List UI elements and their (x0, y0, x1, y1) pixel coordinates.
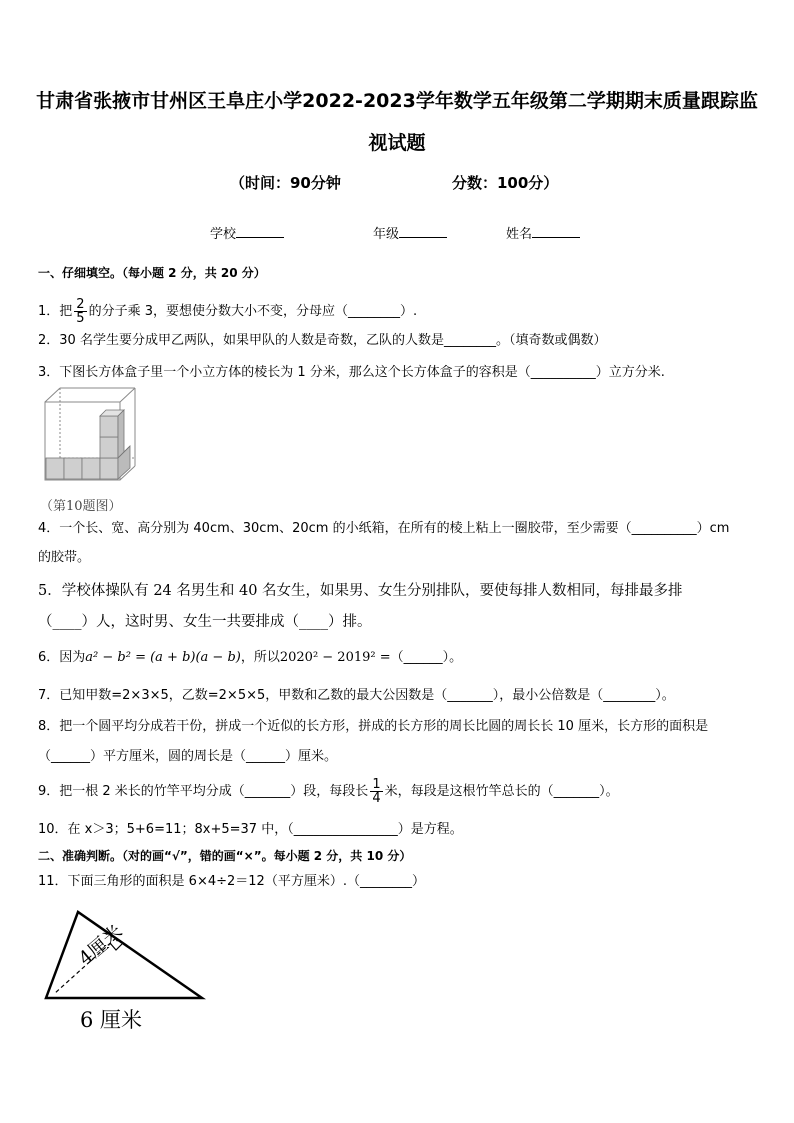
question-1 (38, 298, 417, 325)
triangle-figure (40, 906, 210, 1006)
time-limit: （时间：90分钟 (230, 174, 341, 192)
q1-denominator: 5 (76, 311, 85, 326)
school-field[interactable] (210, 223, 284, 242)
school-blank[interactable] (236, 225, 284, 238)
q6-middle: ，所以 (240, 650, 280, 665)
grade-label: 年级 (373, 227, 400, 242)
question-8-line2: （______）平方厘米，圆的周长是（______）厘米。 (38, 749, 338, 764)
figure-caption: （第10题图） (40, 499, 122, 514)
triangle-height-label: 4厘米 (74, 920, 128, 970)
question-5-line2: （____）人，这时男、女生一共要排成（____）排。 (38, 614, 372, 630)
question-11: 11．下面三角形的面积是 6×4÷2＝12（平方厘米）.（________） (38, 874, 425, 889)
total-score: 分数：100分） (452, 174, 559, 192)
q6-calculation: 2020² − 2019² = (279, 650, 391, 665)
grade-blank[interactable] (399, 225, 447, 238)
grade-field[interactable] (373, 223, 447, 242)
question-9 (38, 778, 619, 805)
q1-prefix: 1．把 (38, 304, 73, 319)
name-field[interactable] (506, 223, 580, 242)
exam-title-line2: 视试题 (368, 132, 426, 154)
q1-suffix: 的分子乘 3，要想使分数大小不变，分母应（________）. (88, 304, 418, 319)
question-4-line2: 的胶带。 (38, 550, 91, 565)
name-blank[interactable] (532, 225, 580, 238)
question-5-line1: 5．学校体操队有 24 名男生和 40 名女生，如果男、女生分别排队，要使每排人数相同，每排最多排 (38, 583, 683, 599)
question-7: 7．已知甲数=2×3×5，乙数=2×5×5，甲数和乙数的最大公因数是（_______），最小公倍数是（________）。 (38, 688, 675, 703)
q6-suffix: （______）。 (390, 650, 463, 665)
section-2-heading: 二、准确判断。（对的画“√”，错的画“×”。每小题 2 分，共 10 分） (38, 849, 412, 863)
q6-prefix: 6．因为 (38, 650, 86, 665)
question-10: 10．在 x＞3；5+6=11；8x+5=37 中，（________________）是方程。 (38, 822, 463, 837)
triangle-base-label: 6 厘米 (80, 1008, 143, 1032)
q9-suffix: 米，每段是这根竹竿总长的（_______）。 (384, 784, 619, 799)
exam-title-line1: 甘肃省张掖市甘州区王阜庄小学2022-2023学年数学五年级第二学期期末质量跟踪监 (36, 90, 758, 112)
q1-fraction (74, 298, 86, 325)
question-4-line1: 4．一个长、宽、高分别为 40cm、30cm、20cm 的小纸箱，在所有的棱上粘上一圈胶带，至少需要（__________）cm (38, 521, 730, 536)
question-3: 3．下图长方体盒子里一个小立方体的棱长为 1 分米，那么这个长方体盒子的容积是（__________）立方分米. (38, 365, 665, 380)
question-2: 2．30 名学生要分成甲乙两队，如果甲队的人数是奇数，乙队的人数是________。（填奇数或偶数） (38, 333, 607, 348)
rectangular-box-figure (42, 386, 142, 486)
name-label: 姓名 (506, 227, 533, 242)
question-8-line1: 8．把一个圆平均分成若干份，拼成一个近似的长方形，拼成的长方形的周长比圆的周长长 10 厘米，长方形的面积是 (38, 719, 709, 734)
section-1-heading: 一、仔细填空。（每小题 2 分，共 20 分） (38, 266, 266, 280)
question-6 (38, 649, 462, 667)
q9-denominator: 4 (372, 791, 381, 806)
q1-numerator: 2 (76, 297, 85, 312)
q6-formula: a² − b² = (a + b)(a − b) (85, 650, 241, 665)
q9-numerator: 1 (372, 777, 381, 792)
school-label: 学校 (210, 227, 237, 242)
q9-prefix: 9．把一根 2 米长的竹竿平均分成（_______）段，每段长 (38, 784, 369, 799)
q9-fraction (370, 778, 382, 805)
